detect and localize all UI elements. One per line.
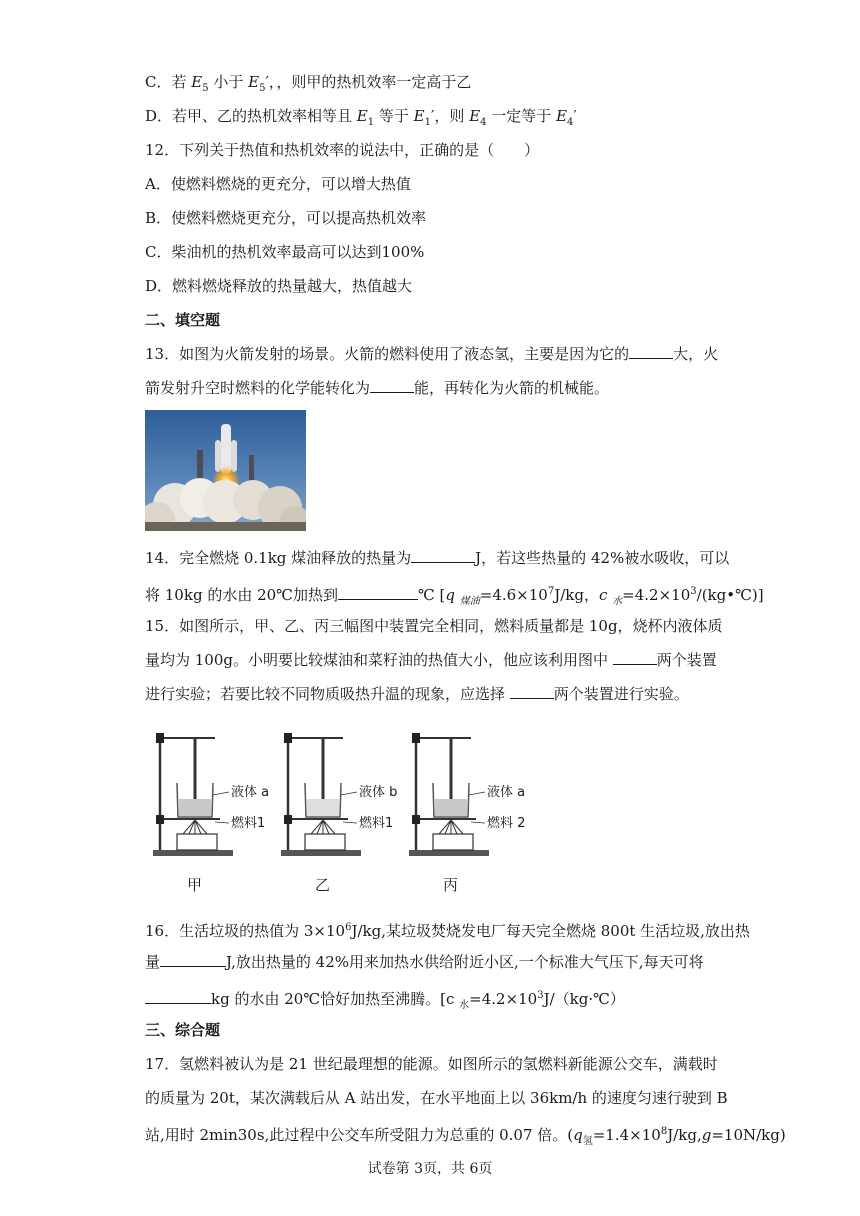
section-heading-fill-in: 二、填空题	[145, 311, 221, 329]
q15-line-3: 进行实验；若要比较不同物质吸热升温的现象，应选择 两个装置进行实验。	[145, 685, 689, 703]
apparatus-bing	[409, 733, 489, 856]
q13-line-2: 箭发射升空时燃料的化学能转化为 能，再转化为火箭的机械能。	[145, 379, 610, 397]
q14-line-1: 14．完全燃烧 0.1kg 煤油释放的热量为 J，若这些热量的 42%被水吸收，可以	[145, 549, 730, 567]
answer-blank[interactable]	[145, 989, 211, 1004]
caption-yi: 乙	[315, 876, 331, 894]
answer-blank[interactable]	[338, 585, 418, 600]
q12-option-d: D．燃料燃烧释放的热量越大，热值越大	[145, 277, 413, 295]
answer-blank[interactable]	[613, 650, 657, 665]
q12-option-c: C．柴油机的热机效率最高可以达到100%	[145, 243, 425, 261]
caption-jia: 甲	[187, 876, 203, 894]
q12-option-b: B．使燃料燃烧更充分，可以提高热机效率	[145, 209, 427, 227]
label-liquid-yi: 液体 b	[359, 785, 398, 800]
apparatus-jia	[153, 733, 233, 856]
q17-line-3: 站,用时 2min30s,此过程中公交车所受阻力为总重的 0.07 倍。$(q_氢=1.4\times 10^8J/kg,g=10N/kg)$	[145, 1126, 786, 1147]
heating-apparatus-figure	[145, 712, 545, 902]
q17-line-1: 17．氢燃料被认为是 21 世纪最理想的能源。如图所示的氢燃料新能源公交车，满载时	[145, 1055, 718, 1073]
rocket-launch-photo	[145, 410, 306, 531]
caption-bing: 丙	[443, 876, 459, 894]
apparatus-yi	[281, 733, 361, 856]
q16-line-2: 量 J,放出热量的 42%用来加热水供给附近小区,一个标准大气压下,每天可将	[145, 953, 704, 971]
label-fuel-jia: 燃料1	[231, 816, 266, 831]
q15-line-2: 量均为 100g。小明要比较煤油和菜籽油的热值大小，他应该利用图中 两个装置	[145, 651, 717, 669]
label-fuel-bing: 燃料 2	[487, 816, 526, 831]
answer-blank[interactable]	[510, 684, 554, 699]
label-liquid-jia: 液体 a	[231, 785, 270, 800]
q16-line-1: 16．生活垃圾的热值为 $3\times 10^6J/kg$,某垃圾焚烧发电厂每天完全燃烧 800t 生活垃圾,放出热	[145, 922, 750, 940]
section-heading-comprehensive: 三、综合题	[145, 1021, 221, 1039]
answer-blank[interactable]	[160, 952, 226, 967]
label-liquid-bing: 液体 a	[487, 785, 526, 800]
q14-line-2: 将 10kg 的水由 20℃加热到 ℃ [q $_{煤油}=4.6\times 10^7J/kg$，c $_水=4.2\times 10^3/(kg•℃)$]	[145, 586, 764, 607]
label-fuel-yi: 燃料1	[359, 816, 394, 831]
q15-line-1: 15．如图所示，甲、乙、丙三幅图中装置完全相同，燃料质量都是 10g，烧杯内液体质	[145, 617, 723, 635]
answer-blank[interactable]	[370, 378, 414, 393]
q12-option-a: A．使燃料燃烧的更充分，可以增大热值	[145, 175, 411, 193]
answer-blank[interactable]	[411, 548, 475, 563]
q11-option-c: C．若 $E_5$ 小于 $E_5'$，，则甲的热机效率一定高于乙	[145, 73, 472, 94]
q12-stem: 12．下列关于热值和热机效率的说法中，正确的是（ ）	[145, 141, 540, 159]
answer-blank[interactable]	[629, 344, 673, 359]
q11-option-d: D．若甲、乙的热机效率相等且 $E_1$ 等于 $E_1'$，则 $E_4$ 一定等于 $E_4'$	[145, 107, 577, 128]
q13-line-1: 13．如图为火箭发射的场景。火箭的燃料使用了液态氢，主要是因为它的 大，火	[145, 345, 719, 363]
q17-line-2: 的质量为 20t，某次满载后从 A 站出发，在水平地面上以 36km/h 的速度匀速行驶到 B	[145, 1089, 728, 1107]
page-footer: 试卷第 3页，共 6页	[367, 1161, 493, 1177]
q16-line-3: kg 的水由 20℃恰好加热至沸腾。[c $_水=4.2\times 10^3J/(kg\cdot℃)$	[145, 986, 625, 1016]
